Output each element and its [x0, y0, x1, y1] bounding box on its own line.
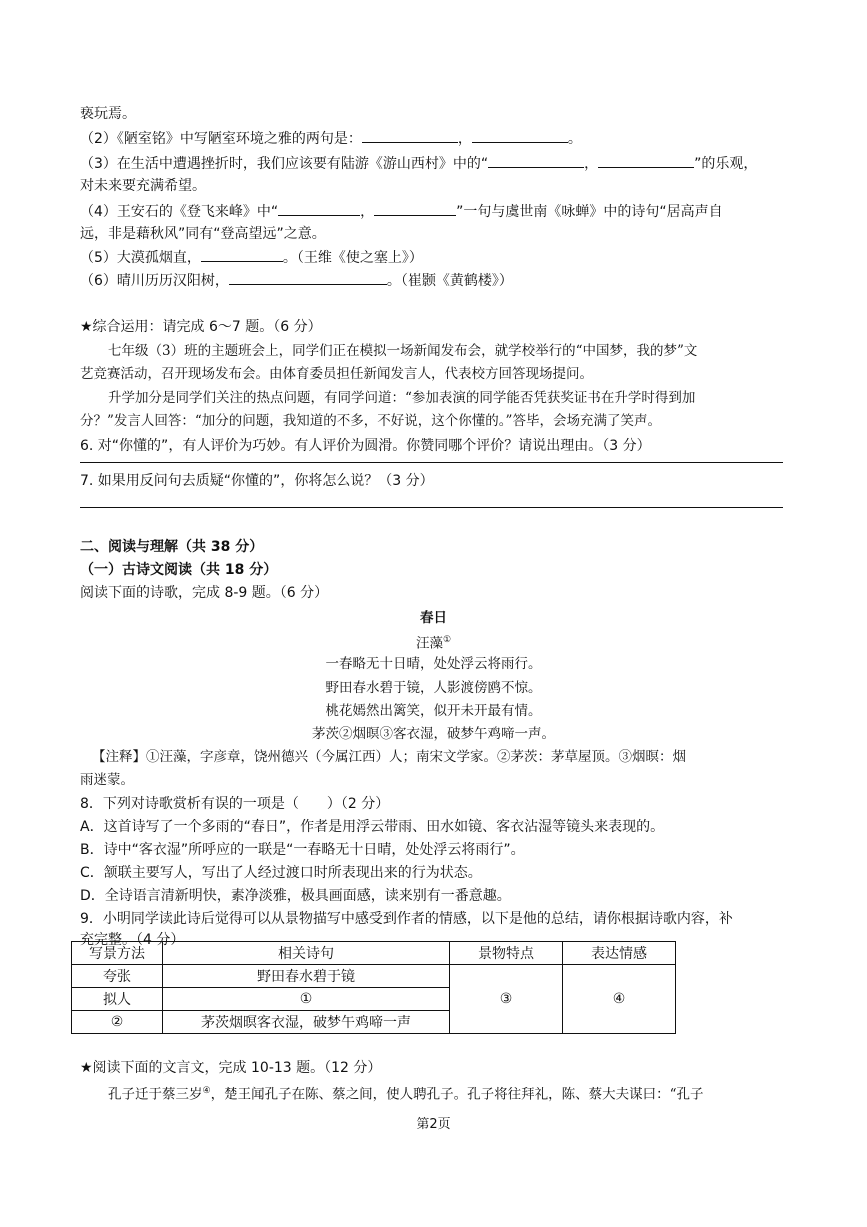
section-title: 二、阅读与理解（共 38 分）: [80, 539, 264, 555]
reading-intro: 阅读下面的诗歌，完成 8-9 题。（6 分）: [80, 585, 329, 601]
text-line: 亵玩焉。: [80, 106, 136, 122]
question-6: [80, 270, 513, 291]
option-c[interactable]: C．颔联主要写人，写出了人经过渡口时所表现出来的行为状态。: [80, 865, 482, 881]
subsection-title: （一）古诗文阅读（共 18 分）: [80, 562, 278, 578]
analysis-table: [71, 941, 676, 1034]
punct: ，: [584, 156, 599, 172]
table-cell: 夸张: [72, 965, 163, 988]
question-text: ”一句与虞世南《咏蝉》中的诗句“居高声自: [456, 204, 723, 220]
question-9-cont: 充完整。（4 分）: [80, 932, 185, 948]
table-cell: 野田春水碧于镜: [163, 965, 450, 988]
section-heading: ★综合运用：请完成 6～7 题。（6 分）: [80, 319, 322, 335]
table-header-row: [72, 942, 676, 965]
question-text: （6）晴川历历汉阳树，: [80, 273, 229, 289]
question-9: 9．小明同学读此诗后觉得可以从景物描写中感受到作者的情感，以下是他的总结，请你根据诗歌内容，补: [80, 911, 733, 927]
poem-line: 茅茨②烟暝③客衣湿，破梦午鸡啼一声。: [312, 726, 555, 742]
answer-blank[interactable]: [278, 201, 360, 216]
table-cell-answer[interactable]: ③: [450, 965, 563, 1034]
text-line: 远，非是藉秋风”同有“登高望远”之意。: [80, 226, 326, 242]
table-cell-answer[interactable]: ①: [163, 988, 450, 1011]
table-cell-answer[interactable]: ②: [72, 1011, 163, 1034]
question-text: （3）在生活中遭遇挫折时，我们应该要有陆游《游山西村》中的“: [80, 156, 489, 172]
question-text: 。（王维《使之塞上》）: [282, 250, 423, 266]
answer-blank[interactable]: [374, 201, 456, 216]
question-text: （4）王安石的《登飞来峰》中“: [80, 204, 279, 220]
table-cell: 拟人: [72, 988, 163, 1011]
table-row: [72, 965, 676, 988]
paragraph-line: 升学加分是同学们关注的热点问题，有同学问道：“参加表演的同学能否凭获奖证书在升学时得到加: [108, 390, 696, 406]
question-text: （2）《陋室铭》中写陋室环境之雅的两句是：: [80, 131, 362, 147]
poem-author: [0, 630, 867, 654]
annotation: 雨迷蒙。: [80, 772, 134, 788]
page-number: 第2页: [416, 1117, 451, 1132]
classical-text-part: ，楚王闻孔子在陈、蔡之间，使人聘孔子。孔子将往拜礼，陈、蔡大夫谋曰：“孔子: [210, 1086, 704, 1103]
classical-text-part: 孔子迁于蔡三岁: [108, 1086, 203, 1103]
answer-blank[interactable]: [472, 128, 568, 143]
poem-line: 一春略无十日晴，处处浮云将雨行。: [325, 656, 542, 672]
punct: 。: [567, 131, 582, 147]
punct: ，: [360, 204, 375, 220]
option-d[interactable]: D．全诗语言清新明快，素净淡雅，极具画面感，读来别有一番意趣。: [80, 888, 511, 904]
table-header: 景物特点: [450, 942, 563, 965]
footnote-mark: ④: [202, 1086, 211, 1096]
table-header: 相关诗句: [163, 942, 450, 965]
answer-blank[interactable]: [488, 153, 584, 168]
answer-blank[interactable]: [201, 247, 283, 262]
answer-line[interactable]: [80, 462, 783, 463]
question-5: [80, 247, 423, 268]
question-text: 。（崔颢《黄鹤楼》）: [386, 273, 513, 289]
paragraph-line: 艺竞赛活动，召开现场发布会。由体育委员担任新闻发言人，代表校方回答现场提问。: [80, 366, 593, 382]
table-cell: 茅茨烟暝客衣湿，破梦午鸡啼一声: [163, 1011, 450, 1034]
paragraph-line: 分？”发言人回答：“加分的问题，我知道的不多，不好说，这个你懂的。”答毕，会场充满了笑声。: [80, 413, 661, 429]
table-header: 表达情感: [563, 942, 676, 965]
paragraph-line: 七年级（3）班的主题班会上，同学们正在模拟一场新闻发布会，就学校举行的“中国梦，我的梦”文: [108, 343, 698, 359]
annotation: 【注释】①汪藻，字彦章，饶州德兴（今属江西）人；南宋文学家。②茅茨：茅草屋顶。③烟暝：烟: [92, 749, 686, 765]
question-7-text: 7. 如果用反问句去质疑“你懂的”，你将怎么说？（3 分）: [80, 473, 434, 489]
question-2: [80, 128, 582, 149]
question-4: [80, 201, 723, 222]
table-header: 写景方法: [72, 942, 163, 965]
section-heading: ★阅读下面的文言文，完成 10-13 题。（12 分）: [80, 1060, 382, 1076]
punct: ，: [457, 131, 472, 147]
poem-line: 野田春水碧于镜，人影渡傍鸥不惊。: [325, 680, 542, 696]
author-name: 汪藻: [415, 635, 443, 652]
poem-line: 桃花嫣然出篱笑，似开未开最有情。: [325, 703, 542, 719]
option-a[interactable]: A．这首诗写了一个多雨的“春日”，作者是用浮云带雨、田水如镜、客衣沾湿等镜头来表现的。: [80, 819, 665, 835]
answer-line[interactable]: [80, 507, 783, 508]
option-b[interactable]: B．诗中“客衣湿”所呼应的一联是“一春略无十日晴，处处浮云将雨行”。: [80, 842, 525, 858]
answer-blank[interactable]: [362, 128, 458, 143]
question-8: 8．下列对诗歌赏析有误的一项是（ ）（2 分）: [80, 796, 390, 812]
classical-text: [108, 1081, 703, 1105]
answer-blank[interactable]: [229, 270, 387, 285]
answer-blank[interactable]: [598, 153, 694, 168]
table-cell-answer[interactable]: ④: [563, 965, 676, 1034]
question-3: [80, 153, 757, 174]
footnote-mark: ①: [442, 635, 452, 645]
text-line: 对未来要充满希望。: [80, 178, 206, 194]
question-text: ”的乐观，: [694, 156, 758, 172]
question-text: （5）大漠孤烟直，: [80, 250, 201, 266]
poem-title: 春日: [420, 610, 447, 626]
question-6-text: 6. 对“你懂的”，有人评价为巧妙。有人评价为圆滑。你赞同哪个评价？请说出理由。（3 分）: [80, 438, 651, 454]
